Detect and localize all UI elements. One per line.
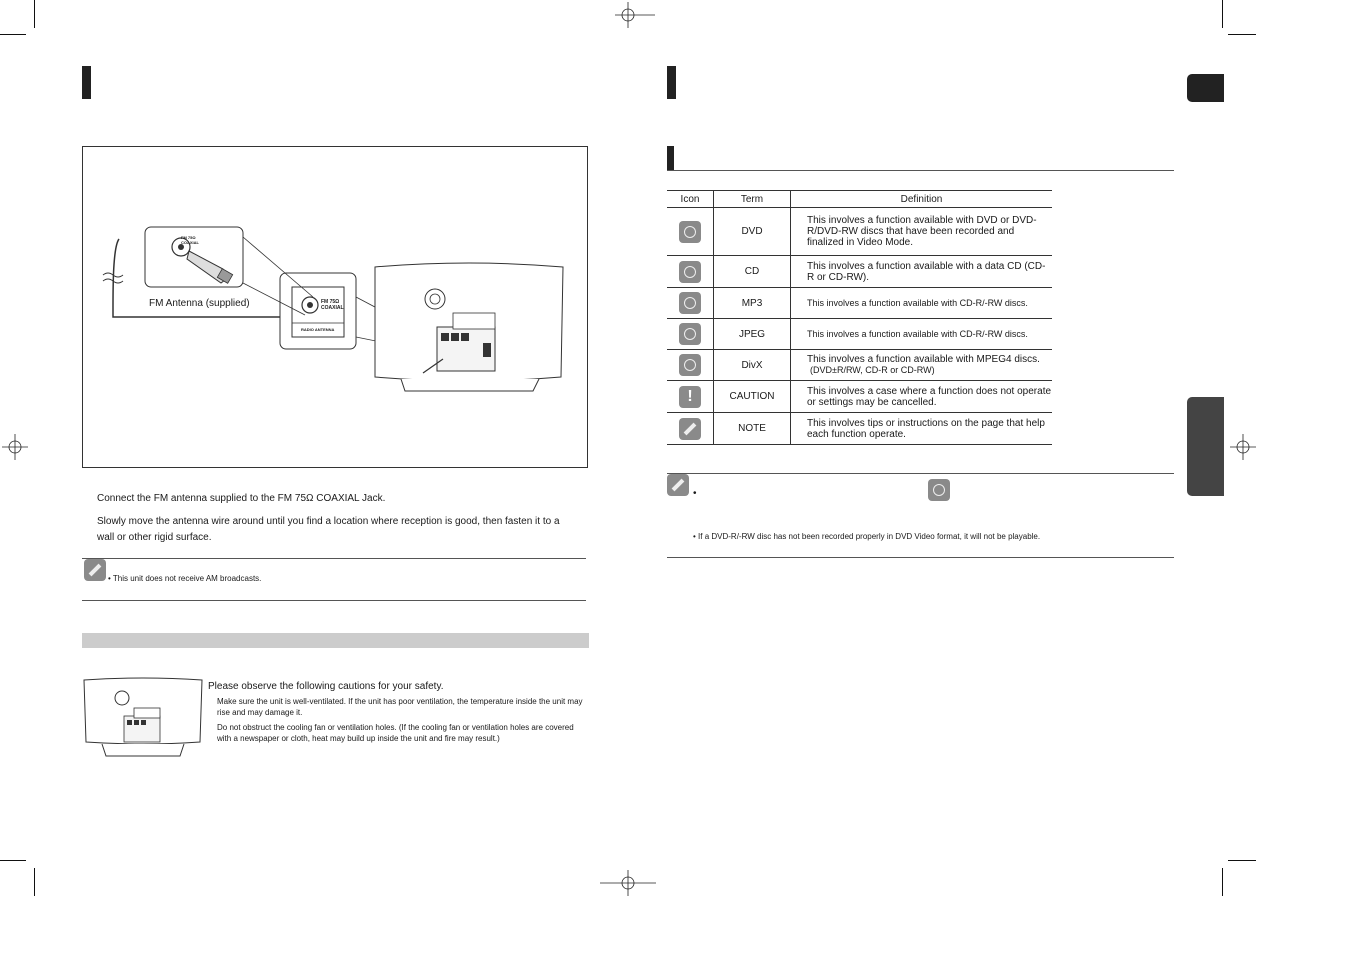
registration-mark-icon xyxy=(615,2,655,28)
subsection-rule xyxy=(667,170,1174,171)
note-pencil-icon xyxy=(679,418,701,440)
dvd-disc-icon xyxy=(928,479,950,501)
section-title-marker xyxy=(667,66,676,99)
crop-mark xyxy=(1222,0,1223,28)
definition-cell: This involves a function available with DVD or DVD-R/DVD-RW discs that have been recorded and finalized in Video Mode. xyxy=(791,208,1053,256)
caution-icon: ! xyxy=(679,386,701,408)
note-text: • If a DVD-R/-RW disc has not been recorded properly in DVD Video format, it will not be playable. xyxy=(693,532,1041,541)
term-cell: DivX xyxy=(714,350,791,381)
definition-cell: This involves tips or instructions on the page that help each function operate. xyxy=(791,413,1053,445)
page-language-tab xyxy=(1187,74,1224,102)
radio-antenna-label: RADIO ANTENNA xyxy=(301,327,335,332)
crop-mark xyxy=(34,868,35,896)
table-row xyxy=(667,208,1052,256)
divx-disc-icon xyxy=(679,354,701,376)
step-2-text: Slowly move the antenna wire around until you find a location where reception is good, then fasten it to a wall or other rigid surface. xyxy=(97,516,560,543)
definition-cell xyxy=(791,350,1053,381)
step-1-text: Connect the FM antenna supplied to the FM 75Ω COAXIAL Jack. xyxy=(97,493,386,504)
header-definition: Definition xyxy=(791,191,1053,208)
crop-mark xyxy=(34,0,35,28)
crop-mark xyxy=(1228,860,1256,861)
safety-item-2: Do not obstruct the cooling fan or ventilation holes. (If the cooling fan or ventilation holes are covered with a newspaper or cloth, heat may build up inside the unit and fire may result.) xyxy=(217,723,574,743)
note-bullet: • xyxy=(693,488,697,499)
note-bottom-rule xyxy=(82,600,586,601)
term-cell: CD xyxy=(714,256,791,288)
jack-label-large: FM 75Ω COAXIAL xyxy=(321,299,344,311)
section-band xyxy=(82,633,589,648)
definition-line-2: (DVD±R/RW, CD-R or CD-RW) xyxy=(810,365,935,375)
mp3-disc-icon xyxy=(679,292,701,314)
header-term: Term xyxy=(714,191,791,208)
unit-rear-illustration xyxy=(82,676,204,758)
definition-line-1: This involves a function available with MPEG4 discs. xyxy=(807,354,1040,365)
term-cell: JPEG xyxy=(714,319,791,350)
crop-mark xyxy=(1222,868,1223,896)
fm-antenna-label: FM Antenna (supplied) xyxy=(149,298,250,309)
note-pencil-icon xyxy=(84,559,106,581)
cd-disc-icon xyxy=(679,261,701,283)
definition-cell: This involves a case where a function does not operate or settings may be cancelled. xyxy=(791,381,1053,413)
note-top-rule xyxy=(667,473,1174,474)
icon-definition-table xyxy=(667,190,1052,445)
table-row xyxy=(667,381,1052,413)
table-row xyxy=(667,319,1052,350)
definition-cell: This involves a function available with CD-R/-RW discs. xyxy=(791,288,1053,319)
definition-cell: This involves a function available with a data CD (CD-R or CD-RW). xyxy=(791,256,1053,288)
crop-mark xyxy=(0,860,26,861)
safety-intro: Please observe the following cautions for your safety. xyxy=(208,681,444,692)
term-cell: MP3 xyxy=(714,288,791,319)
term-cell: DVD xyxy=(714,208,791,256)
antenna-diagram xyxy=(82,146,588,468)
table-row xyxy=(667,350,1052,381)
registration-mark-icon xyxy=(2,434,28,460)
definition-cell: This involves a function available with CD-R/-RW discs. xyxy=(791,319,1053,350)
section-title-marker xyxy=(82,66,91,99)
note-text: • This unit does not receive AM broadcasts. xyxy=(108,574,262,583)
note-bottom-rule xyxy=(667,557,1174,558)
safety-item-1: Make sure the unit is well-ventilated. If the unit has poor ventilation, the temperature inside the unit may rise and may damage it. xyxy=(217,697,583,717)
jack-label-small: FM 75Ω COAXIAL xyxy=(181,235,199,245)
jpeg-disc-icon xyxy=(679,323,701,345)
header-icon: Icon xyxy=(667,191,714,208)
note-pencil-icon xyxy=(667,474,689,496)
table-row xyxy=(667,256,1052,288)
table-row xyxy=(667,413,1052,445)
registration-mark-icon xyxy=(1230,434,1256,460)
term-cell: CAUTION xyxy=(714,381,791,413)
crop-mark xyxy=(1228,34,1256,35)
crop-mark xyxy=(0,34,26,35)
subsection-title-marker xyxy=(667,146,674,170)
term-cell: NOTE xyxy=(714,413,791,445)
table-row xyxy=(667,288,1052,319)
registration-mark-icon xyxy=(600,870,656,896)
dvd-disc-icon xyxy=(679,221,701,243)
chapter-side-tab xyxy=(1187,397,1224,496)
note-top-rule xyxy=(82,558,586,559)
